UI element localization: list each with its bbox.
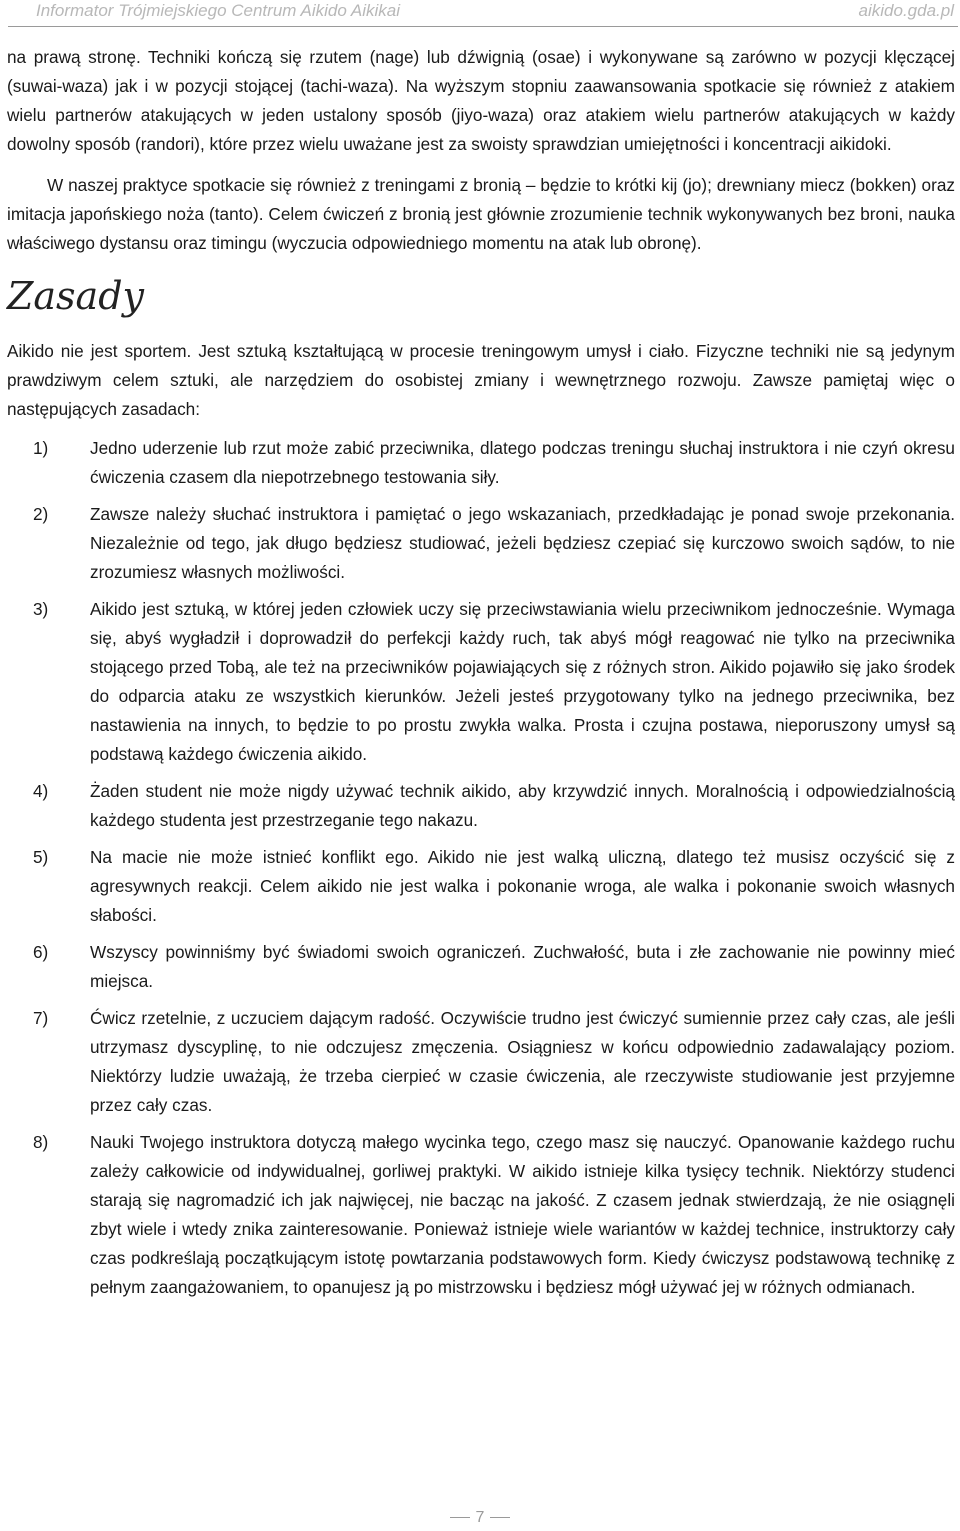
list-item-number: 3) bbox=[33, 599, 49, 619]
list-item-number: 7) bbox=[33, 1008, 49, 1028]
list-item-text: Żaden student nie może nigdy używać technik aikido, aby krzywdzić innych. Moralnością i odpowiedzialnością każdego studenta jest przestrzeganie tego nakazu. bbox=[90, 781, 955, 830]
list-item-text: Zawsze należy słuchać instruktora i pamiętać o jego wskazaniach, przedkładając je ponad swoje przekonania. Niezależnie od tego, jak długo będziesz studiować, jeżeli będziesz czepiać się kurczowo swoich sądów, to nie zrozumiesz własnych możliwości. bbox=[90, 504, 955, 582]
list-item bbox=[7, 1004, 955, 1120]
page-footer bbox=[0, 1509, 960, 1527]
list-item-text: Na macie nie może istnieć konflikt ego. Aikido nie jest walką uliczną, dlatego też musisz oczyścić się z agresywnych reakcji. Celem aikido nie jest walka i pokonanie wroga, ale walka i pokonanie swoich własnych słabości. bbox=[90, 847, 955, 925]
list-item-text: Aikido jest sztuką, w której jeden człowiek uczy się przeciwstawiania wielu przeciwnikom jednocześnie. Wymaga się, abyś wygładził i doprowadził do perfekcji każdy ruch, tak abyś mógł reagować nie tylko na przeciwnika stojącego przed Tobą, ale też na przeciwników pojawiających się z różnych stron. Aikido pojawiło się jako środek do odparcia ataku ze wszystkich kierunków. Jeżeli jesteś przygotowany tylko na jednego przeciwnika, bez nastawienia na innych, to będzie to po prostu zwykła walka. Prosta i czujna postawa, nieporuszony umysł są podstawą każdego ćwiczenia aikido. bbox=[90, 599, 955, 764]
list-item-text: Nauki Twojego instruktora dotyczą małego wycinka tego, czego masz się nauczyć. Opanowanie każdego ruchu zależy całkowicie od indywidualnej, gorliwej praktyki. W aikido istnieje kilka tysięcy technik. Niektórzy studenci starają się nagromadzić ich jak najwięcej, nie bacząc na jakość. Z czasem jednak stwierdzają, że nie osiągnęli zbyt wiele i wtedy znika zainteresowanie. Ponieważ istnieje wiele wariantów w każdej technice, instruktorzy cały czas podkreślają początkującym istotę powtarzania podstawowych form. Kiedy ćwiczysz podstawową technikę z pełnym zaangażowaniem, to opanujesz ją po mistrzowsku i będziesz mógł używać jej w różnych odmianach. bbox=[90, 1132, 955, 1297]
list-item-text: Jedno uderzenie lub rzut może zabić przeciwnika, dlatego podczas treningu słuchaj instruktora i nie czyń okresu ćwiczenia czasem dla niepotrzebnego testowania siły. bbox=[90, 438, 955, 487]
list-item bbox=[7, 938, 955, 996]
list-item-number: 6) bbox=[33, 942, 49, 962]
list-item-text: Wszyscy powinniśmy być świadomi swoich ograniczeń. Zuchwałość, buta i złe zachowanie nie powinny mieć miejsca. bbox=[90, 942, 955, 991]
list-item-number: 5) bbox=[33, 847, 49, 867]
list-item-text: Ćwicz rzetelnie, z uczuciem dającym radość. Oczywiście trudno jest ćwiczyć sumiennie przez cały czas, ale jeśli utrzymasz dyscyplinę, to nie odczujesz zmęczenia. Osiągniesz w końcu odpowiednio zadawalający poziom. Niektórzy ludzie uważają, że trzeba cierpieć w czasie ćwiczenia, ale rzeczywiste studiowanie jest przyjemne przez cały czas. bbox=[90, 1008, 955, 1115]
intro-paragraph-2: W naszej praktyce spotkacie się również z treningami z bronią – będzie to krótki kij (jo); drewniany miecz (bokken) oraz imitacja japońskiego noża (tanto). Celem ćwiczeń z bronią jest głównie zrozumienie technik wykonywanych bez broni, nauka właściwego dystansu oraz timingu (wyczucia odpowiedniego momentu na atak lub obronę). bbox=[7, 175, 955, 253]
list-item-number: 2) bbox=[33, 504, 49, 524]
section-lead-paragraph: Aikido nie jest sportem. Jest sztuką kształtującą w procesie treningowym umysł i ciało. Fizyczne techniki nie są jedynym prawdziwym celem sztuki, ale narzędziem do osobistej zmiany i wewnętrznego rozwoju. Zawsze pamiętaj więc o następujących zasadach: bbox=[7, 341, 955, 419]
page-header bbox=[8, 0, 958, 27]
page-number: 7 bbox=[475, 1509, 485, 1526]
footer-dash-right bbox=[490, 1517, 510, 1518]
document-body bbox=[7, 43, 955, 1310]
list-item bbox=[7, 843, 955, 930]
header-title: Informator Trójmiejskiego Centrum Aikido Aikikai bbox=[36, 1, 401, 20]
list-item-number: 8) bbox=[33, 1132, 49, 1152]
rules-list bbox=[7, 434, 955, 1302]
list-item bbox=[7, 595, 955, 769]
intro-paragraph-1: na prawą stronę. Techniki kończą się rzutem (nage) lub dźwignią (osae) i wykonywane są zarówno w pozycji klęczącej (suwai-waza) jak i w pozycji stojącej (tachi-waza). Na wyższym stopniu zaawansowania spotkacie się również z atakiem wielu partnerów atakujących w jeden ustalony sposób (jiyo-waza) oraz atakiem wielu partnerów atakujących w każdy dowolny sposób (randori), które przez wielu uważane jest za swoisty sprawdzian umiejętności i koncentracji aikidoki. bbox=[7, 47, 955, 154]
list-item-number: 1) bbox=[33, 438, 49, 458]
section-heading: Zasady bbox=[7, 274, 145, 318]
list-item bbox=[7, 434, 955, 492]
footer-dash-left bbox=[450, 1517, 470, 1518]
list-item bbox=[7, 777, 955, 835]
header-website: aikido.gda.pl bbox=[858, 1, 954, 20]
list-item bbox=[7, 1128, 955, 1302]
list-item-number: 4) bbox=[33, 781, 49, 801]
list-item bbox=[7, 500, 955, 587]
